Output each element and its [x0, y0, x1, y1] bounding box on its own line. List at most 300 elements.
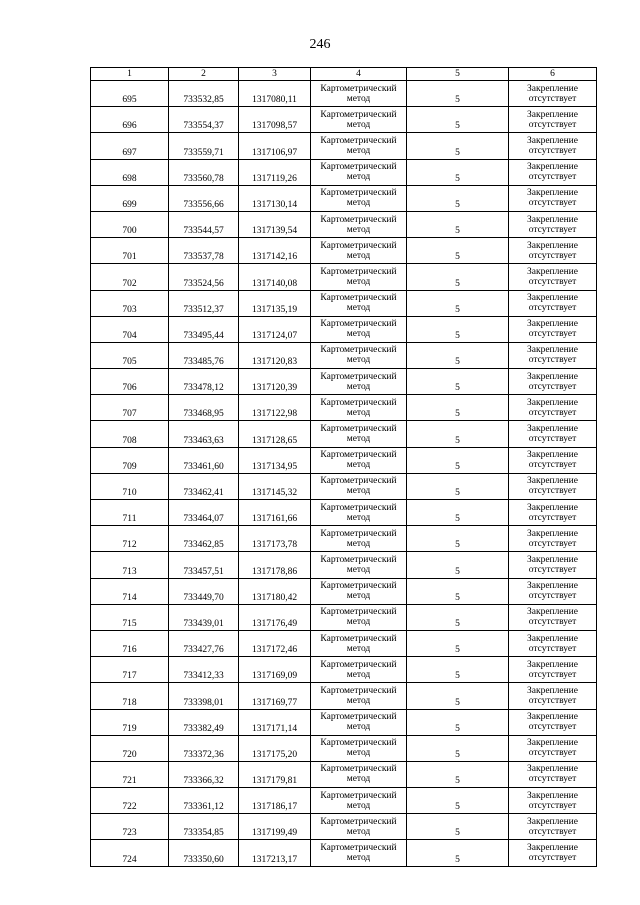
- table-row: [91, 683, 597, 709]
- method-line-2: метод: [346, 145, 371, 156]
- fixing-line-2: отсутствует: [528, 93, 577, 104]
- method-cell: [311, 290, 407, 316]
- method-cell: [311, 395, 407, 421]
- method-line-2: метод: [346, 407, 371, 418]
- method-line-2: метод: [346, 643, 371, 654]
- method-line-1: Картометрический: [320, 712, 397, 723]
- fixing-line-2: отсутствует: [528, 774, 577, 785]
- fixing-line-1: Закрепление: [527, 397, 578, 408]
- table-header-row: [91, 68, 597, 81]
- method-line-2: метод: [346, 93, 371, 104]
- y-coordinate-cell: 1317106,97: [239, 133, 311, 159]
- method-cell: [311, 447, 407, 473]
- fixing-line-1: Закрепление: [527, 240, 578, 251]
- y-coordinate-cell: 1317179,81: [239, 761, 311, 787]
- page-number: 246: [309, 37, 331, 52]
- method-cell: [311, 369, 407, 395]
- column-header: 5: [407, 68, 509, 81]
- point-number-cell: 723: [91, 814, 169, 840]
- fixing-line-2: отсутствует: [528, 722, 577, 733]
- fixing-line-1: Закрепление: [527, 790, 578, 801]
- method-cell: [311, 761, 407, 787]
- fixing-line-1: Закрепление: [527, 371, 578, 382]
- table-row: [91, 185, 597, 211]
- fixing-line-1: Закрепление: [527, 476, 578, 487]
- point-number-cell: 719: [91, 709, 169, 735]
- y-coordinate-cell: 1317169,77: [239, 683, 311, 709]
- accuracy-cell: 5: [407, 159, 509, 185]
- table-row: [91, 264, 597, 290]
- x-coordinate-cell: 733366,32: [169, 761, 239, 787]
- fixing-cell: [509, 369, 597, 395]
- method-cell: [311, 81, 407, 107]
- fixing-line-2: отсутствует: [528, 695, 577, 706]
- fixing-line-2: отсутствует: [528, 669, 577, 680]
- method-cell: [311, 185, 407, 211]
- fixing-line-2: отсутствует: [528, 276, 577, 287]
- y-coordinate-cell: 1317213,17: [239, 840, 311, 866]
- x-coordinate-cell: 733462,41: [169, 473, 239, 499]
- method-cell: [311, 604, 407, 630]
- y-coordinate-cell: 1317172,46: [239, 630, 311, 656]
- method-line-1: Картометрический: [320, 554, 397, 565]
- fixing-line-2: отсутствует: [528, 250, 577, 261]
- accuracy-cell: 5: [407, 185, 509, 211]
- method-line-1: Картометрический: [320, 293, 397, 304]
- x-coordinate-cell: 733512,37: [169, 290, 239, 316]
- method-line-2: метод: [346, 329, 371, 340]
- x-coordinate-cell: 733468,95: [169, 395, 239, 421]
- fixing-line-2: отсутствует: [528, 643, 577, 654]
- fixing-cell: [509, 578, 597, 604]
- y-coordinate-cell: 1317173,78: [239, 526, 311, 552]
- fixing-line-2: отсутствует: [528, 538, 577, 549]
- method-line-1: Картометрический: [320, 659, 397, 670]
- method-cell: [311, 473, 407, 499]
- fixing-line-2: отсутствует: [528, 591, 577, 602]
- fixing-line-2: отсутствует: [528, 329, 577, 340]
- fixing-line-2: отсутствует: [528, 119, 577, 130]
- method-cell: [311, 578, 407, 604]
- x-coordinate-cell: 733449,70: [169, 578, 239, 604]
- fixing-line-2: отсутствует: [528, 617, 577, 628]
- accuracy-cell: 5: [407, 447, 509, 473]
- method-line-1: Картометрический: [320, 319, 397, 330]
- x-coordinate-cell: 733427,76: [169, 630, 239, 656]
- method-line-1: Картометрический: [320, 738, 397, 749]
- x-coordinate-cell: 733544,57: [169, 211, 239, 237]
- column-header: 2: [169, 68, 239, 81]
- accuracy-cell: 5: [407, 81, 509, 107]
- table-row: [91, 159, 597, 185]
- fixing-line-2: отсутствует: [528, 434, 577, 445]
- accuracy-cell: 5: [407, 709, 509, 735]
- coordinates-table: [90, 67, 597, 867]
- table-row: [91, 395, 597, 421]
- method-line-2: метод: [346, 748, 371, 759]
- fixing-cell: [509, 211, 597, 237]
- method-cell: [311, 788, 407, 814]
- table-row: [91, 473, 597, 499]
- fixing-line-1: Закрепление: [527, 214, 578, 225]
- method-line-2: метод: [346, 774, 371, 785]
- method-line-2: метод: [346, 198, 371, 209]
- method-cell: [311, 735, 407, 761]
- fixing-cell: [509, 290, 597, 316]
- fixing-line-1: Закрепление: [527, 293, 578, 304]
- method-line-2: метод: [346, 172, 371, 183]
- table-row: [91, 238, 597, 264]
- x-coordinate-cell: 733461,60: [169, 447, 239, 473]
- fixing-cell: [509, 709, 597, 735]
- x-coordinate-cell: 733354,85: [169, 814, 239, 840]
- fixing-line-1: Закрепление: [527, 607, 578, 618]
- table-row: [91, 709, 597, 735]
- x-coordinate-cell: 733559,71: [169, 133, 239, 159]
- method-cell: [311, 840, 407, 866]
- point-number-cell: 715: [91, 604, 169, 630]
- accuracy-cell: 5: [407, 526, 509, 552]
- point-number-cell: 703: [91, 290, 169, 316]
- method-line-2: метод: [346, 303, 371, 314]
- method-line-1: Картометрический: [320, 450, 397, 461]
- fixing-line-2: отсутствует: [528, 303, 577, 314]
- method-line-2: метод: [346, 434, 371, 445]
- table-row: [91, 578, 597, 604]
- fixing-line-1: Закрепление: [527, 554, 578, 565]
- y-coordinate-cell: 1317098,57: [239, 107, 311, 133]
- y-coordinate-cell: 1317140,08: [239, 264, 311, 290]
- point-number-cell: 708: [91, 421, 169, 447]
- method-line-2: метод: [346, 538, 371, 549]
- accuracy-cell: 5: [407, 133, 509, 159]
- fixing-line-1: Закрепление: [527, 450, 578, 461]
- method-line-1: Картометрический: [320, 816, 397, 827]
- fixing-line-1: Закрепление: [527, 764, 578, 775]
- x-coordinate-cell: 733495,44: [169, 316, 239, 342]
- y-coordinate-cell: 1317139,54: [239, 211, 311, 237]
- method-cell: [311, 657, 407, 683]
- fixing-line-1: Закрепление: [527, 83, 578, 94]
- accuracy-cell: 5: [407, 211, 509, 237]
- point-number-cell: 722: [91, 788, 169, 814]
- accuracy-cell: 5: [407, 421, 509, 447]
- method-cell: [311, 421, 407, 447]
- fixing-cell: [509, 238, 597, 264]
- fixing-line-1: Закрепление: [527, 843, 578, 854]
- table-row: [91, 316, 597, 342]
- point-number-cell: 710: [91, 473, 169, 499]
- x-coordinate-cell: 733412,33: [169, 657, 239, 683]
- x-coordinate-cell: 733537,78: [169, 238, 239, 264]
- fixing-cell: [509, 630, 597, 656]
- table-row: [91, 421, 597, 447]
- point-number-cell: 717: [91, 657, 169, 683]
- table-row: [91, 604, 597, 630]
- fixing-line-2: отсутствует: [528, 512, 577, 523]
- x-coordinate-cell: 733457,51: [169, 552, 239, 578]
- fixing-line-1: Закрепление: [527, 816, 578, 827]
- point-number-cell: 718: [91, 683, 169, 709]
- fixing-line-2: отсутствует: [528, 460, 577, 471]
- fixing-line-2: отсутствует: [528, 355, 577, 366]
- fixing-line-1: Закрепление: [527, 109, 578, 120]
- fixing-cell: [509, 526, 597, 552]
- y-coordinate-cell: 1317080,11: [239, 81, 311, 107]
- point-number-cell: 714: [91, 578, 169, 604]
- accuracy-cell: 5: [407, 316, 509, 342]
- method-line-1: Картометрический: [320, 214, 397, 225]
- fixing-line-1: Закрепление: [527, 659, 578, 670]
- point-number-cell: 724: [91, 840, 169, 866]
- table-row: [91, 657, 597, 683]
- accuracy-cell: 5: [407, 342, 509, 368]
- method-line-1: Картометрический: [320, 345, 397, 356]
- fixing-cell: [509, 421, 597, 447]
- fixing-cell: [509, 761, 597, 787]
- fixing-cell: [509, 185, 597, 211]
- x-coordinate-cell: 733372,36: [169, 735, 239, 761]
- fixing-line-1: Закрепление: [527, 424, 578, 435]
- y-coordinate-cell: 1317169,09: [239, 657, 311, 683]
- table-row: [91, 630, 597, 656]
- y-coordinate-cell: 1317134,95: [239, 447, 311, 473]
- fixing-cell: [509, 657, 597, 683]
- table-row: [91, 761, 597, 787]
- fixing-cell: [509, 316, 597, 342]
- method-line-1: Картометрический: [320, 240, 397, 251]
- point-number-cell: 721: [91, 761, 169, 787]
- fixing-cell: [509, 342, 597, 368]
- fixing-line-1: Закрепление: [527, 581, 578, 592]
- method-line-2: метод: [346, 800, 371, 811]
- x-coordinate-cell: 733554,37: [169, 107, 239, 133]
- fixing-line-2: отсутствует: [528, 564, 577, 575]
- fixing-line-1: Закрепление: [527, 188, 578, 199]
- method-line-2: метод: [346, 591, 371, 602]
- accuracy-cell: 5: [407, 840, 509, 866]
- table-row: [91, 81, 597, 107]
- accuracy-cell: 5: [407, 630, 509, 656]
- table-row: [91, 447, 597, 473]
- method-line-2: метод: [346, 853, 371, 864]
- fixing-cell: [509, 500, 597, 526]
- method-line-2: метод: [346, 695, 371, 706]
- method-line-1: Картометрический: [320, 83, 397, 94]
- accuracy-cell: 5: [407, 552, 509, 578]
- method-line-1: Картометрический: [320, 685, 397, 696]
- y-coordinate-cell: 1317135,19: [239, 290, 311, 316]
- method-line-2: метод: [346, 486, 371, 497]
- point-number-cell: 699: [91, 185, 169, 211]
- point-number-cell: 706: [91, 369, 169, 395]
- fixing-line-1: Закрепление: [527, 162, 578, 173]
- accuracy-cell: 5: [407, 657, 509, 683]
- x-coordinate-cell: 733485,76: [169, 342, 239, 368]
- fixing-line-2: отсутствует: [528, 224, 577, 235]
- y-coordinate-cell: 1317124,07: [239, 316, 311, 342]
- table-row: [91, 211, 597, 237]
- accuracy-cell: 5: [407, 814, 509, 840]
- table-row: [91, 369, 597, 395]
- fixing-line-2: отсутствует: [528, 800, 577, 811]
- y-coordinate-cell: 1317130,14: [239, 185, 311, 211]
- method-line-1: Картометрический: [320, 109, 397, 120]
- column-header: 4: [311, 68, 407, 81]
- method-line-1: Картометрический: [320, 371, 397, 382]
- fixing-cell: [509, 683, 597, 709]
- y-coordinate-cell: 1317175,20: [239, 735, 311, 761]
- x-coordinate-cell: 733532,85: [169, 81, 239, 107]
- method-line-2: метод: [346, 250, 371, 261]
- method-line-1: Картометрический: [320, 502, 397, 513]
- y-coordinate-cell: 1317180,42: [239, 578, 311, 604]
- method-line-2: метод: [346, 826, 371, 837]
- fixing-line-2: отсутствует: [528, 486, 577, 497]
- accuracy-cell: 5: [407, 107, 509, 133]
- accuracy-cell: 5: [407, 604, 509, 630]
- method-line-1: Картометрический: [320, 188, 397, 199]
- x-coordinate-cell: 733350,60: [169, 840, 239, 866]
- column-header: 1: [91, 68, 169, 81]
- method-line-1: Картометрический: [320, 843, 397, 854]
- fixing-cell: [509, 133, 597, 159]
- accuracy-cell: 5: [407, 395, 509, 421]
- fixing-line-1: Закрепление: [527, 712, 578, 723]
- y-coordinate-cell: 1317199,49: [239, 814, 311, 840]
- method-line-1: Картометрический: [320, 790, 397, 801]
- fixing-cell: [509, 552, 597, 578]
- fixing-line-1: Закрепление: [527, 319, 578, 330]
- method-line-2: метод: [346, 722, 371, 733]
- fixing-cell: [509, 81, 597, 107]
- fixing-line-2: отсутствует: [528, 172, 577, 183]
- x-coordinate-cell: 733361,12: [169, 788, 239, 814]
- accuracy-cell: 5: [407, 735, 509, 761]
- accuracy-cell: 5: [407, 238, 509, 264]
- accuracy-cell: 5: [407, 369, 509, 395]
- fixing-line-2: отсутствует: [528, 407, 577, 418]
- fixing-line-1: Закрепление: [527, 633, 578, 644]
- method-cell: [311, 709, 407, 735]
- x-coordinate-cell: 733556,66: [169, 185, 239, 211]
- method-line-1: Картометрический: [320, 764, 397, 775]
- accuracy-cell: 5: [407, 761, 509, 787]
- method-cell: [311, 211, 407, 237]
- x-coordinate-cell: 733560,78: [169, 159, 239, 185]
- method-line-2: метод: [346, 564, 371, 575]
- fixing-line-2: отсутствует: [528, 748, 577, 759]
- method-line-1: Картометрический: [320, 397, 397, 408]
- fixing-cell: [509, 814, 597, 840]
- point-number-cell: 716: [91, 630, 169, 656]
- x-coordinate-cell: 733382,49: [169, 709, 239, 735]
- y-coordinate-cell: 1317122,98: [239, 395, 311, 421]
- table-row: [91, 107, 597, 133]
- point-number-cell: 700: [91, 211, 169, 237]
- method-cell: [311, 342, 407, 368]
- fixing-line-1: Закрепление: [527, 345, 578, 356]
- method-cell: [311, 107, 407, 133]
- accuracy-cell: 5: [407, 473, 509, 499]
- accuracy-cell: 5: [407, 290, 509, 316]
- fixing-cell: [509, 840, 597, 866]
- table-row: [91, 788, 597, 814]
- method-cell: [311, 159, 407, 185]
- point-number-cell: 696: [91, 107, 169, 133]
- method-line-1: Картометрический: [320, 135, 397, 146]
- table-row: [91, 735, 597, 761]
- y-coordinate-cell: 1317142,16: [239, 238, 311, 264]
- table-row: [91, 814, 597, 840]
- point-number-cell: 695: [91, 81, 169, 107]
- x-coordinate-cell: 733524,56: [169, 264, 239, 290]
- point-number-cell: 709: [91, 447, 169, 473]
- fixing-cell: [509, 107, 597, 133]
- method-cell: [311, 133, 407, 159]
- point-number-cell: 702: [91, 264, 169, 290]
- fixing-line-2: отсутствует: [528, 381, 577, 392]
- table-row: [91, 133, 597, 159]
- method-line-2: метод: [346, 669, 371, 680]
- y-coordinate-cell: 1317145,32: [239, 473, 311, 499]
- method-line-1: Картометрический: [320, 581, 397, 592]
- point-number-cell: 701: [91, 238, 169, 264]
- x-coordinate-cell: 733398,01: [169, 683, 239, 709]
- method-line-2: метод: [346, 381, 371, 392]
- x-coordinate-cell: 733439,01: [169, 604, 239, 630]
- fixing-cell: [509, 264, 597, 290]
- y-coordinate-cell: 1317178,86: [239, 552, 311, 578]
- fixing-cell: [509, 473, 597, 499]
- fixing-line-1: Закрепление: [527, 135, 578, 146]
- fixing-cell: [509, 604, 597, 630]
- accuracy-cell: 5: [407, 500, 509, 526]
- fixing-cell: [509, 447, 597, 473]
- point-number-cell: 720: [91, 735, 169, 761]
- table-row: [91, 552, 597, 578]
- fixing-line-2: отсутствует: [528, 826, 577, 837]
- fixing-line-1: Закрепление: [527, 685, 578, 696]
- method-cell: [311, 264, 407, 290]
- method-line-2: метод: [346, 460, 371, 471]
- column-header: 6: [509, 68, 597, 81]
- accuracy-cell: 5: [407, 578, 509, 604]
- y-coordinate-cell: 1317120,39: [239, 369, 311, 395]
- fixing-line-2: отсутствует: [528, 145, 577, 156]
- point-number-cell: 697: [91, 133, 169, 159]
- method-cell: [311, 316, 407, 342]
- fixing-line-1: Закрепление: [527, 528, 578, 539]
- table-row: [91, 840, 597, 866]
- method-line-2: метод: [346, 276, 371, 287]
- method-line-1: Картометрический: [320, 607, 397, 618]
- method-cell: [311, 683, 407, 709]
- accuracy-cell: 5: [407, 264, 509, 290]
- fixing-line-1: Закрепление: [527, 502, 578, 513]
- table-row: [91, 290, 597, 316]
- method-line-1: Картометрический: [320, 528, 397, 539]
- column-header: 3: [239, 68, 311, 81]
- x-coordinate-cell: 733462,85: [169, 526, 239, 552]
- accuracy-cell: 5: [407, 683, 509, 709]
- fixing-line-1: Закрепление: [527, 738, 578, 749]
- method-line-2: метод: [346, 119, 371, 130]
- method-line-1: Картометрический: [320, 633, 397, 644]
- method-cell: [311, 500, 407, 526]
- table-row: [91, 342, 597, 368]
- method-cell: [311, 526, 407, 552]
